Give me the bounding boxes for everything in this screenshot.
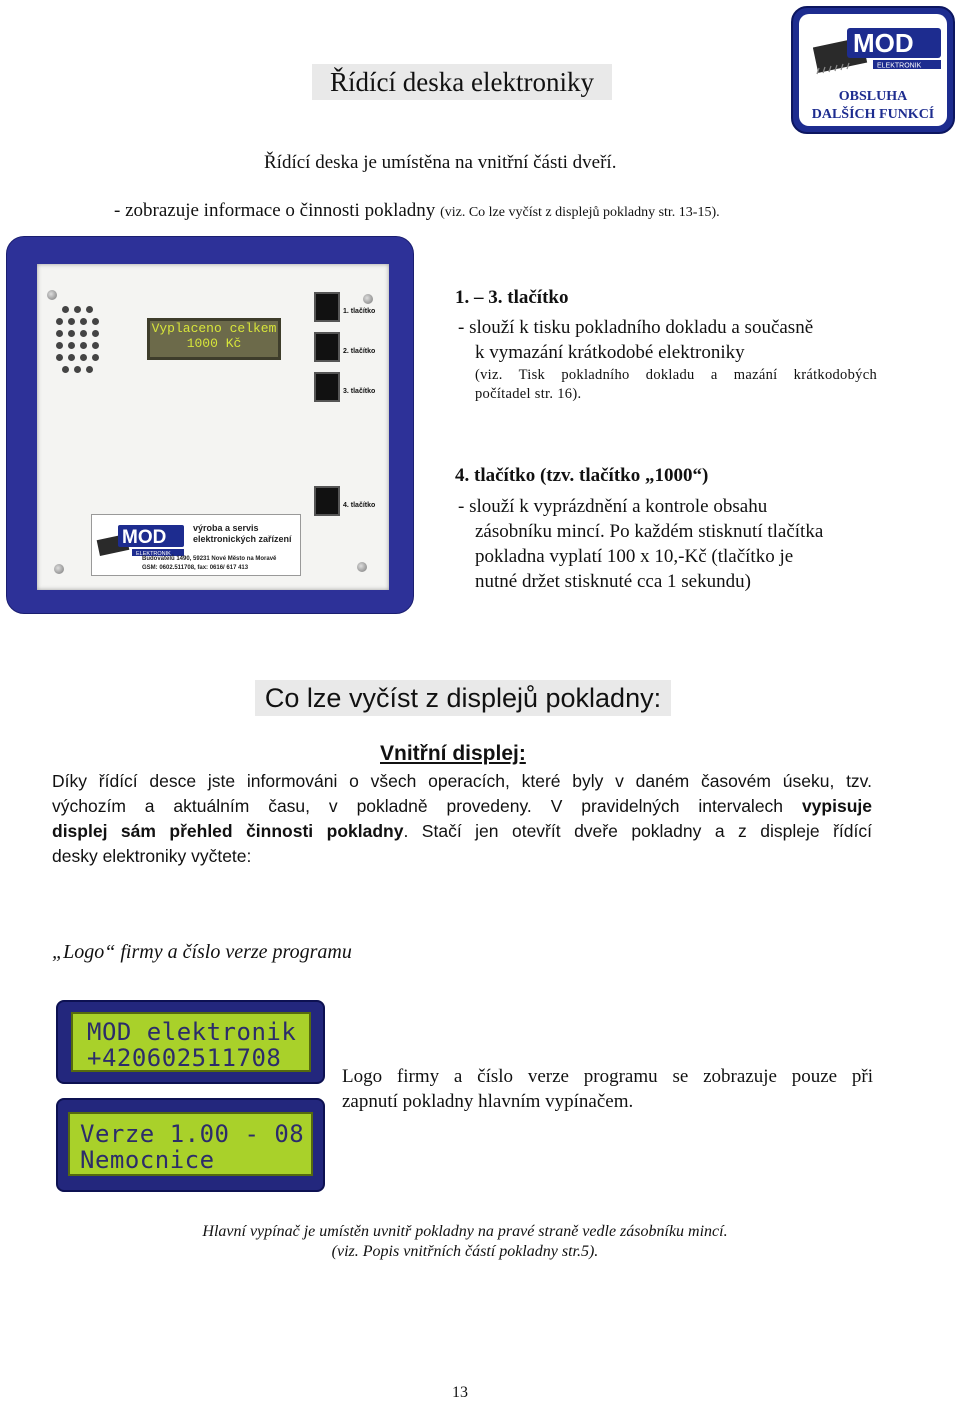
panel-button-3[interactable]	[314, 372, 340, 402]
buttons-1-3-ref2: počítadel str. 16).	[475, 386, 582, 402]
panel-lcd-display	[147, 318, 281, 360]
svg-text:MOD: MOD	[122, 527, 167, 548]
button-4-desc1: - slouží k vyprázdnění a kontrole obsahu	[458, 496, 768, 517]
logo-caption: „Logo“ firmy a číslo verze programu	[52, 941, 352, 963]
intro-line2	[114, 199, 720, 225]
screw-icon	[54, 564, 64, 574]
svg-text:ELEKTRONIK: ELEKTRONIK	[877, 62, 922, 70]
paragraph-bold2: displej sám přehled činnosti pokladny	[52, 821, 404, 841]
speaker-grille-icon	[56, 304, 106, 374]
paragraph-line2-text: výchozím a aktuálním času, v pokladně provedeny. V pravidelných intervalech	[52, 796, 784, 816]
footnote	[160, 1222, 770, 1262]
footnote-line1: Hlavní vypínač je umístěn uvnitř pokladny na pravé straně vedle zásobníku mincí.	[202, 1223, 728, 1240]
footnote-line2: (viz. Popis vnitřních částí pokladny str.5).	[331, 1243, 599, 1260]
button-4-desc3: pokladna vyplatí 100 x 10,-Kč (tlačítko je	[475, 546, 794, 567]
lcd-display-2	[56, 1098, 325, 1192]
panel-button-2[interactable]	[314, 332, 340, 362]
sticker-phone: GSM: 0602.511708, fax: 0616/ 617 413	[142, 565, 249, 571]
buttons-1-3-desc2: k vymazání krátkodobé elektroniky	[475, 342, 745, 363]
lcd-display-2-screen	[68, 1112, 313, 1176]
mod-elektronik-logo	[813, 20, 945, 82]
sticker-title1: výroba a servis	[193, 523, 259, 533]
display-desc-line2: zapnutí pokladny hlavním vypínačem.	[342, 1091, 634, 1112]
panel-lcd-line1: Vyplaceno celkem	[151, 321, 277, 336]
panel-button-4[interactable]	[314, 486, 340, 516]
buttons-1-3-desc1: - slouží k tisku pokladního dokladu a současně	[458, 317, 814, 338]
paragraph-line3-text: . Stačí jen otevřít dveře pokladny a z displeje řídící	[403, 821, 872, 841]
button-4-title: 4. tlačítko (tzv. tlačítko „1000“)	[455, 465, 709, 486]
lcd-display-1-line1: MOD elektronik	[87, 1018, 297, 1046]
panel-button-1[interactable]	[314, 292, 340, 322]
screw-icon	[363, 294, 373, 304]
buttons-1-3-ref1: (viz. Tisk pokladního dokladu a mazání krátkodobých	[475, 367, 877, 383]
panel-button-1-label: 1. tlačítko	[343, 308, 376, 315]
panel-button-2-label: 2. tlačítko	[343, 348, 376, 355]
page-number: 13	[452, 1384, 468, 1401]
screw-icon	[357, 562, 367, 572]
manufacturer-sticker	[91, 514, 301, 576]
section-subheading: Vnitřní displej:	[380, 742, 526, 765]
panel-lcd-line2: 1000 Kč	[186, 336, 242, 351]
paragraph-line2	[52, 794, 872, 819]
paragraph-line3	[52, 819, 872, 844]
sticker-title2: elektronických zařízení	[193, 534, 292, 544]
lcd-display-1-line2: +420602511708	[87, 1044, 282, 1072]
lcd-display-2-line1: Verze 1.00 - 08	[80, 1120, 305, 1148]
intro-line2-main: - zobrazuje informace o činnosti pokladny	[114, 200, 441, 221]
button-4-desc4: nutné držet stisknuté cca 1 sekundu)	[475, 571, 751, 592]
page-title: Řídící deska elektroniky	[312, 64, 612, 100]
lcd-display-1-screen	[71, 1012, 311, 1072]
svg-text:MOD: MOD	[853, 28, 914, 58]
sticker-address: Budovatelů 1490, 59231 Nové Město na Moravě	[142, 556, 277, 562]
display-desc-line1: Logo firmy a číslo verze programu se zobrazuje pouze při	[342, 1066, 873, 1087]
intro-line2-ref: (viz. Co lze vyčíst z displejů pokladny str. 13-15).	[440, 205, 720, 220]
paragraph-line1: Díky řídící desce jste informováni o všech operacích, které byly v daném časovém úseku, tzv.	[52, 771, 872, 791]
button-4-desc2: zásobníku mincí. Po každém stisknutí tlačítka	[475, 521, 824, 542]
badge-line2: DALŠÍCH FUNKCÍ	[811, 107, 935, 122]
svg-text:ELEKTRONIK: ELEKTRONIK	[136, 551, 171, 557]
paragraph-bold1: vypisuje	[801, 796, 872, 816]
panel-button-3-label: 3. tlačítko	[343, 388, 376, 395]
paragraph-line4: desky elektroniky vyčtete:	[52, 846, 252, 866]
buttons-1-3-title: 1. – 3. tlačítko	[455, 287, 569, 308]
section-badge	[791, 6, 955, 134]
lcd-display-1	[56, 1000, 325, 1084]
intro-line1: Řídící deska je umístěna na vnitřní části dveří.	[264, 152, 617, 173]
screw-icon	[47, 290, 57, 300]
lcd-display-2-line2: Nemocnice	[80, 1146, 215, 1174]
panel-button-4-label: 4. tlačítko	[343, 502, 376, 509]
mod-elektronik-logo	[96, 521, 186, 561]
section-heading: Co lze vyčíst z displejů pokladny:	[255, 680, 671, 716]
badge-line1: OBSLUHA	[838, 89, 908, 104]
badge-inner	[799, 14, 947, 126]
